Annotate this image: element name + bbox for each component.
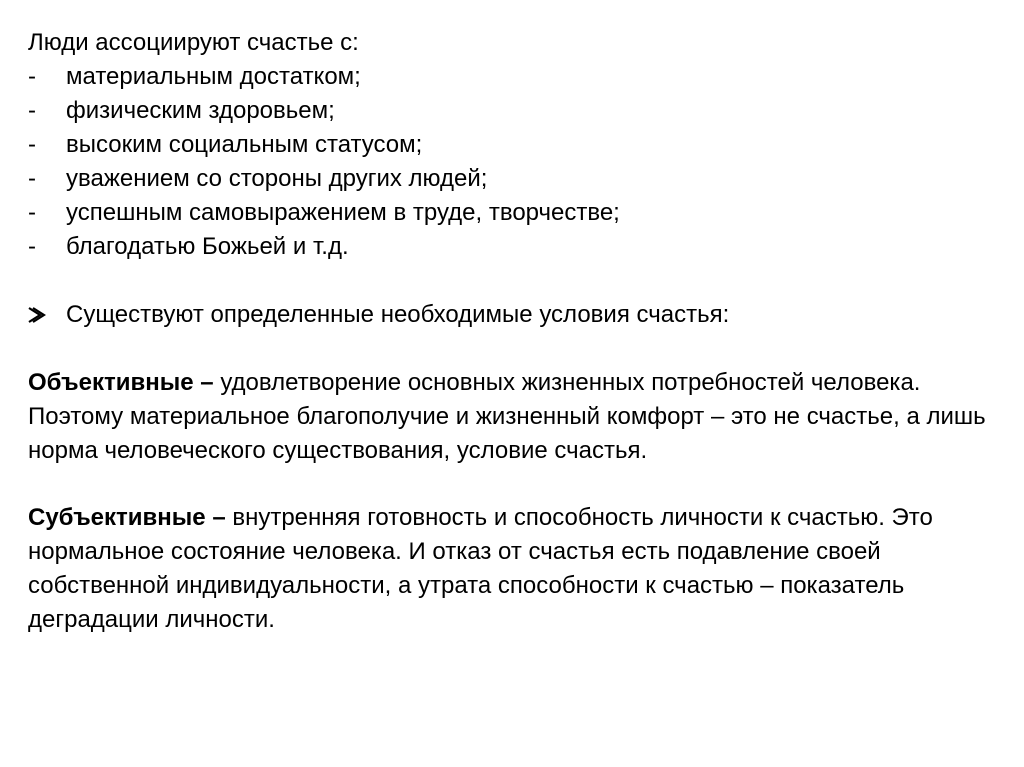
association-list bbox=[28, 60, 998, 264]
list-item-text: уважением со стороны других людей; bbox=[66, 165, 488, 192]
list-item bbox=[28, 196, 998, 230]
slide-content bbox=[28, 26, 998, 637]
objective-term: Объективные – bbox=[28, 369, 214, 396]
dash-marker: - bbox=[28, 97, 36, 124]
list-item bbox=[28, 94, 998, 128]
subjective-term: Субъективные – bbox=[28, 504, 226, 531]
dash-marker: - bbox=[28, 233, 36, 260]
list-item bbox=[28, 60, 998, 94]
arrow-bullet-icon bbox=[28, 298, 66, 332]
objective-paragraph bbox=[28, 366, 998, 468]
list-item-text: материальным достатком; bbox=[66, 63, 361, 90]
list-item bbox=[28, 128, 998, 162]
subjective-text: внутренняя готовность и способность личности к счастью. Это нормальное состояние человека. И отказ от счастья есть подавление своей собственной индивидуальности, а утрата способности к счастью – показатель деградации личности. bbox=[28, 504, 933, 633]
objective-text: удовлетворение основных жизненных потребностей человека. Поэтому материальное благополучие и жизненный комфорт – это не счастье, а лишь норма человеческого существования, условие счастья. bbox=[28, 369, 986, 464]
intro-line: Люди ассоциируют счастье с: bbox=[28, 29, 359, 56]
list-item-text: успешным самовыражением в труде, творчестве; bbox=[66, 199, 620, 226]
subjective-paragraph bbox=[28, 501, 998, 637]
list-item bbox=[28, 230, 998, 264]
conditions-heading bbox=[28, 298, 998, 332]
list-item-text: физическим здоровьем; bbox=[66, 97, 335, 124]
conditions-heading-text: Существуют определенные необходимые условия счастья: bbox=[66, 301, 730, 328]
dash-marker: - bbox=[28, 165, 36, 192]
dash-marker: - bbox=[28, 199, 36, 226]
list-item bbox=[28, 162, 998, 196]
list-item-text: благодатью Божьей и т.д. bbox=[66, 233, 349, 260]
list-item-text: высоким социальным статусом; bbox=[66, 131, 423, 158]
dash-marker: - bbox=[28, 131, 36, 158]
dash-marker: - bbox=[28, 63, 36, 90]
